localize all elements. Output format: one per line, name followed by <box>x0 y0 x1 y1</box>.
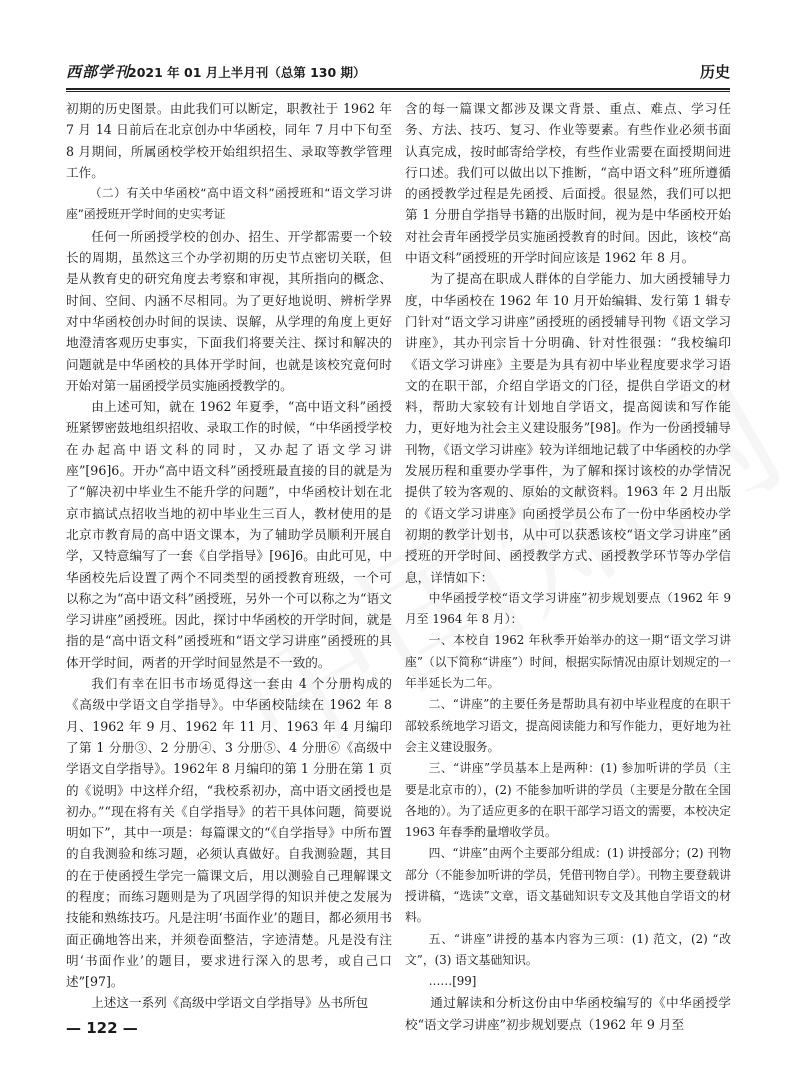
paragraph: 由上述可知，就在 1962 年夏季，“高中语文科”函授班紧锣密鼓地组织招收、录取工作的时候，“中华函授学校在办起高中语文科的同时，又办起了语文学习讲座”[96]6。开办“高中语文科”函授班最直接的目的就是为了“解决初中毕业生不能升学的问题”，中华函校计划在北京市搞试点招收当地的初中毕业生三百人，教材使用的是北京市教育局的高中语文课本，为了辅助学员顺利开展自学，又特意编写了一套《自学指导》[96]6。由此可见，中华函校先后设置了两个不同类型的函授教育班级，一个可以称之为“高中语文科”函授班，另外一个可以称之为“语文学习讲座”函授班。因此，探讨中华函校的开学时间，就是指的是“高中语文科”函授班和“语文学习讲座”函授班的具体开学时间，两者的开学时间显然是不一致的。 <box>66 399 392 670</box>
right-column <box>405 98 731 1035</box>
issue-info: 2021 年 01 月上半月刊（总第 130 期） <box>128 65 366 80</box>
section-subheading: （二）有关中华函校“高中语文科”函授班和“语文学习讲座”函授班开学时间的史实考证 <box>66 186 392 222</box>
header-rule-thin <box>66 91 730 92</box>
quoted-paragraph: 二、“讲座”的主要任务是帮助具有初中毕业程度的在职干部较系统地学习语文，提高阅读能力和写作能力，更好地为社会主义建设服务。 <box>405 697 731 754</box>
page-header <box>66 58 730 84</box>
left-column <box>66 98 392 1014</box>
quoted-paragraph: 五、“讲座”讲授的基本内容为三项：(1) 范文，(2) “改文”，(3) 语文基础知识。 <box>405 931 731 967</box>
paragraph: 含的每一篇课文都涉及课文背景、重点、难点、学习任务、方法、技巧、复习、作业等要素。有些作业必须书面认真完成，按时邮寄给学校，有些作业需要在面授期间进行口述。我们可以做出以下推断，“高中语文科”班所遵循的函授教学过程是先函授、后面授。很显然，我们可以把第 1 分册自学指导书籍的出版时间，视为是中华函校开始对社会青年函授学员实施函授教育的时间。因此，该校“高中语文科”函授班的开学时间应该是 1962 年 8 月。 <box>405 101 731 266</box>
paragraph: 通过解读和分析这份由中华函校编写的《中华函授学校“语文学习讲座”初步规划要点（1962 年 9 月至 <box>405 995 731 1032</box>
quoted-paragraph: 中华函授学校“语文学习讲座”初步规划要点（1962 年 9 月至 1964 年 8 月）： <box>405 590 731 627</box>
paragraph: 上述这一系列《高级中学语文自学指导》丛书所包 <box>91 995 369 1011</box>
journal-logo: 西部学刊 <box>66 63 131 81</box>
quoted-paragraph: 一、本校自 1962 年秋季开始举办的这一期“语文学习讲座”（以下简称“讲座”）时间，根据实际情况由原计划规定的一年半延长为二年。 <box>405 633 731 691</box>
section-title: 历史 <box>699 63 730 81</box>
paragraph: 初期的历史图景。由此我们可以断定，职教社于 1962 年 7 月 14 日前后在北京创办中华函校，同年 7 月中下旬至 8 月期间，所属函校学校开始组织招生、录取等教学管理工作。 <box>66 101 392 180</box>
paragraph: 为了提高在职成人群体的自学能力、加大函授辅导力度，中华函校在 1962 年 10 月开始编辑、发行第 1 辑专门针对“语文学习讲座”函授班的函授辅导刊物《语文学习讲座》，其办刊宗旨十分明确、针对性很强：“我校编印《语文学习讲座》主要是为具有初中毕业程度要求学习语文的在职干部，介绍自学语文的门径，提供自学语文的材料，帮助大家较有计划地自学语文，提高阅读和写作能力，更好地为社会主义建设服务”[98]。作为一份函授辅导刊物，《语文学习讲座》较为详细地记载了中华函校的办学发展历程和重要办学事件，为了解和探讨该校的办学情况提供了较为客观的、原始的文献资料。1963 年 2 月出版的《语文学习讲座》向函授学员公布了一份中华函校办学初期的教学计划书，从中可以获悉该校“语文学习讲座”函授班的开学时间、函授教学方式、函授教学环节等办学信息，详情如下： <box>405 271 731 585</box>
paragraph: 我们有幸在旧书市场觅得这一套由 4 个分册构成的《高级中学语文自学指导》。中华函校陆续在 1962 年 8 月、1962 年 9 月、1962 年 11 月、1963 年 4 月编印了第 1 分册③、2 分册④、3 分册⑤、4 分册⑥《高级中学语文自学指导》。1962年 8 月编印的第 1 分册在第 1 页的《说明》中这样介绍，“我校系初办，高中语文函授也是初办。”“现在将有关《自学指导》的若干具体问题，简要说明如下”，其中一项是：每篇课文的“《自学指导》中所布置的自我测验和练习题，必须认真做好。自我测验题，其目的在于使函授生学完一篇课文后，用以测验自己理解课文的程度；而练习题则是为了巩固学得的知识并使之发展为技能和熟练技巧。凡是注明‘书面作业’的题目，都必须用书面正确地答出来，并须卷面整洁，字迹清楚。凡是没有注明‘书面作业’的题目，要求进行深入的思考，或自己口述”[97]。 <box>66 676 392 990</box>
page-number: — 122 — <box>66 1019 138 1037</box>
quoted-paragraph: ……[99] <box>428 974 477 989</box>
header-rule <box>66 88 730 90</box>
quoted-paragraph: 四、“讲座”由两个主要部分组成：(1) 讲授部分；(2) 刊物部分（不能参加听讲的学员，凭借刊物自学）。刊物主要登载讲授讲稿，“选读”文章，语文基础知识专文及其他自学语文的材料。 <box>405 846 731 925</box>
paragraph: 任何一所函授学校的创办、招生、开学都需要一个较长的周期，虽然这三个办学初期的历史节点密切关联，但是从教育史的研究角度去考察和审视，其所指向的概念、时间、空间、内涵不尽相同。为了更好地说明、辨析学界对中华函校创办时间的误读、误解，从学理的角度上更好地澄清客观历史事实，下面我们将要关注、探讨和解决的问题就是中华函校的具体开学时间，也就是该校究竟何时开始对第一届函授学员实施函授教学的。 <box>66 228 392 393</box>
quoted-paragraph: 三、“讲座”学员基本上是两种：(1) 参加听讲的学员（主要是北京市的），(2) 不能参加听讲的学员（主要是分散在全国各地的）。为了适应更多的在职干部学习语文的需要，本校决定 1963 年春季酌量增收学员。 <box>405 761 731 840</box>
